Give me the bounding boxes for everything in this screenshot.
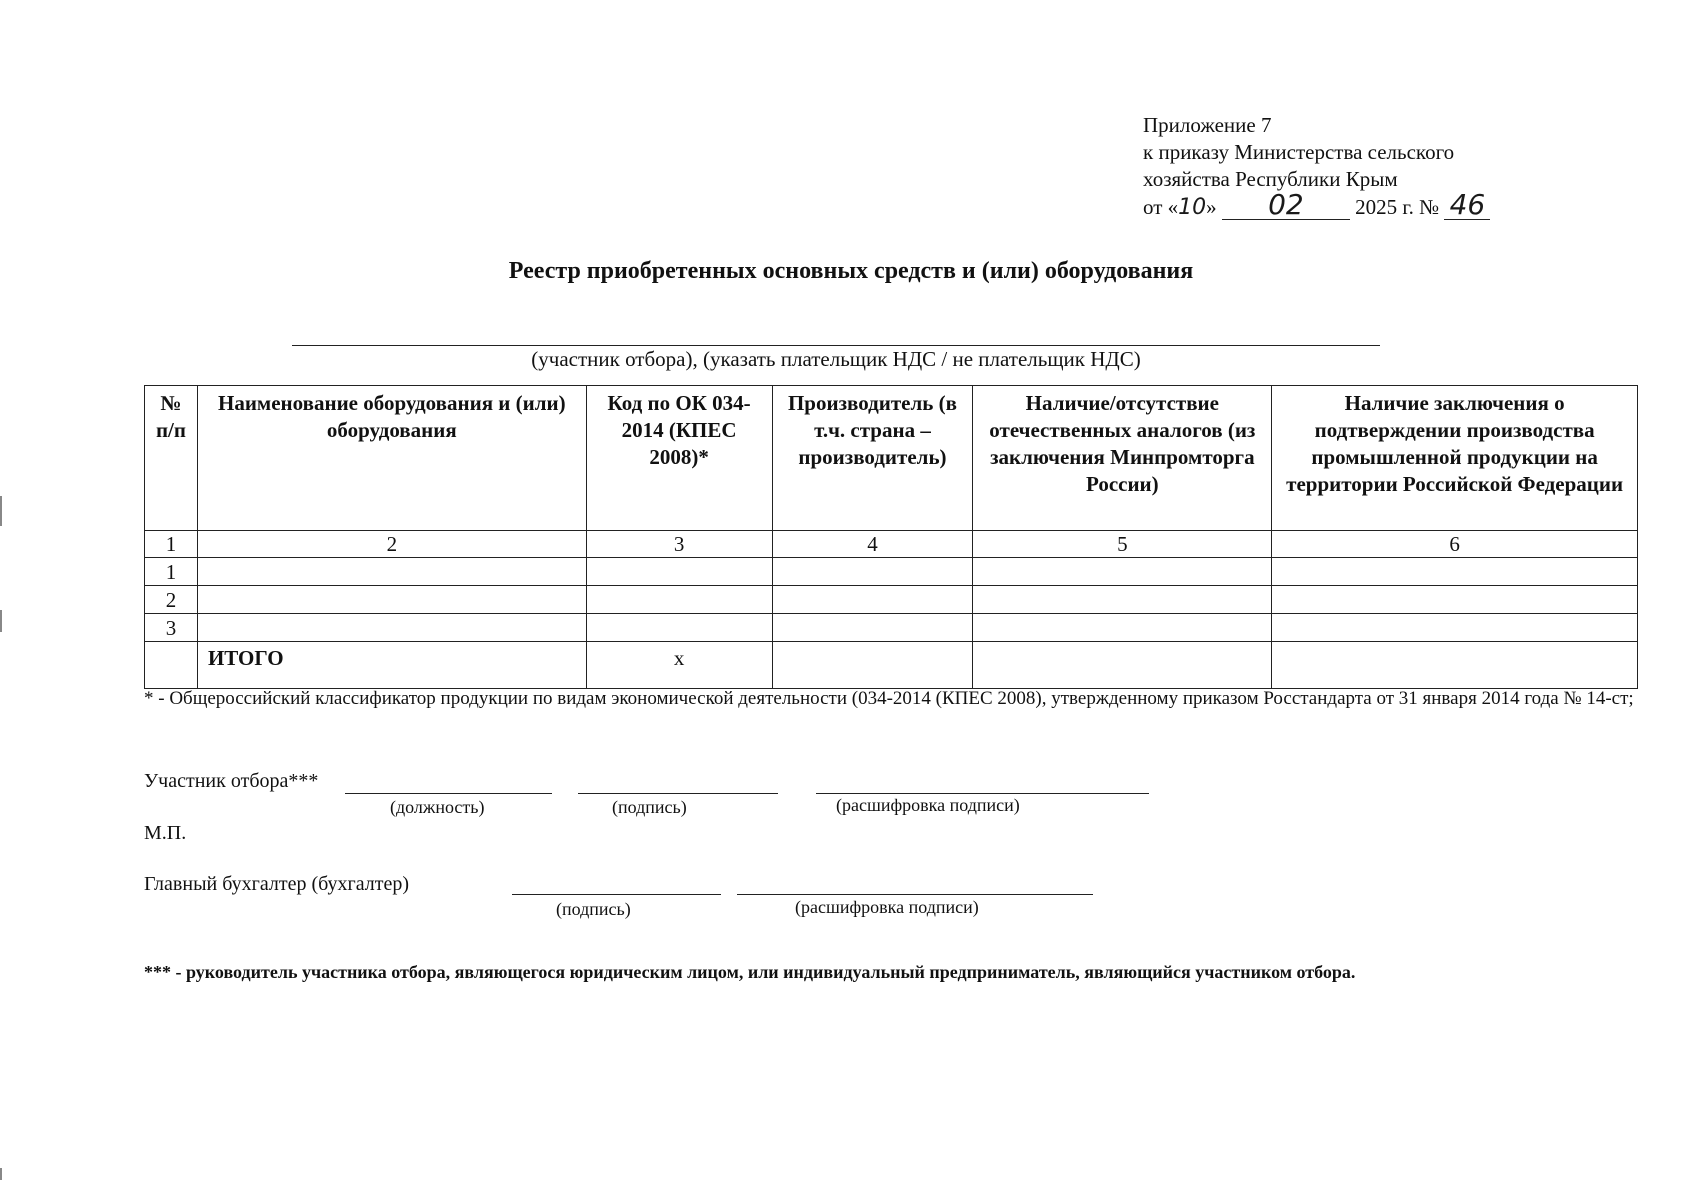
cell-code [586,586,772,614]
row-number: 3 [145,614,198,642]
column-number: 1 [145,531,198,558]
accountant-signature-line [512,894,721,895]
total-code: x [586,642,772,689]
cell-conclusion [1272,586,1638,614]
appendix-line-2: к приказу Министерства сельского [1143,140,1455,164]
cell-name [197,558,586,586]
total-empty-cell [145,642,198,689]
column-number: 3 [586,531,772,558]
column-number: 6 [1272,531,1638,558]
page-title: Реестр приобретенных основных средств и (или) оборудования [508,258,1194,284]
row-number: 2 [145,586,198,614]
decoding-field-line [816,793,1149,794]
order-number: 46 [1449,188,1486,221]
cell-analogs [973,558,1272,586]
cell-manufacturer [772,558,973,586]
footnote-classifier: * - Общероссийский классификатор продукции по видам экономической деятельности (034-2014 (КПЕС 2008), утвержденному приказом Росстандарта от 31 января 2014 года № 14-ст; [144,688,1634,709]
order-number-field [1444,188,1490,221]
header-conclusion: Наличие заключения о подтверждении производства промышленной продукции на территории Российской Федерации [1272,386,1638,531]
total-row [145,642,1638,689]
accountant-signature-caption: (подпись) [556,899,631,919]
participant-label: Участник отбора*** [144,770,319,792]
appendix-line-1: Приложение 7 [1143,113,1272,137]
cell-conclusion [1272,558,1638,586]
column-number: 4 [772,531,973,558]
accountant-decoding-caption: (расшифровка подписи) [795,897,979,917]
cell-analogs [973,614,1272,642]
column-number: 2 [197,531,586,558]
appendix-line-3: хозяйства Республики Крым [1143,167,1398,191]
stamp-label: М.П. [144,822,187,844]
cell-code [586,558,772,586]
appendix-block [1143,112,1643,221]
table-row [145,558,1638,586]
header-analogs: Наличие/отсутствие отечественных аналогов (из заключения Минпромторга России) [973,386,1272,531]
table-row [145,614,1638,642]
signature-field-line [578,793,778,794]
scan-mark [0,610,2,632]
cell-conclusion [1272,614,1638,642]
column-number: 5 [973,531,1272,558]
signature-caption: (подпись) [612,797,687,817]
participant-caption: (участник отбора), (указать плательщик НДС / не плательщик НДС) [531,347,1141,371]
decoding-caption: (расшифровка подписи) [836,795,1020,815]
header-name: Наименование оборудования и (или) оборудования [197,386,586,531]
scan-mark [0,1168,2,1180]
date-day: 10 [1178,195,1207,220]
participant-field-line [292,345,1380,346]
total-manufacturer [772,642,973,689]
footnote-head-definition: *** - руководитель участника отбора, являющегося юридическим лицом, или индивидуальный предприниматель, являющийся участником отбора. [144,962,1356,982]
total-analogs [973,642,1272,689]
header-number: № п/п [145,386,198,531]
date-prefix: от « [1143,195,1179,219]
cell-name [197,614,586,642]
date-year: 2025 г. № [1355,195,1440,219]
position-field-line [345,793,552,794]
header-manufacturer: Производитель (в т.ч. страна – производитель) [772,386,973,531]
cell-name [197,586,586,614]
cell-manufacturer [772,586,973,614]
header-code: Код по ОК 034-2014 (КПЕС 2008)* [586,386,772,531]
table-header-row [145,386,1638,531]
total-label: ИТОГО [197,642,586,689]
cell-analogs [973,586,1272,614]
appendix-date-line [1143,188,1643,221]
date-month-field [1222,188,1350,221]
accountant-decoding-line [737,894,1093,895]
registry-table [144,385,1638,689]
position-caption: (должность) [390,797,485,817]
cell-code [586,614,772,642]
date-mid: » [1206,195,1217,219]
row-number: 1 [145,558,198,586]
total-conclusion [1272,642,1638,689]
scan-mark [0,496,2,526]
column-numbers-row [145,531,1638,558]
accountant-label: Главный бухгалтер (бухгалтер) [144,873,410,895]
date-month: 02 [1268,188,1304,221]
cell-manufacturer [772,614,973,642]
table-row [145,586,1638,614]
